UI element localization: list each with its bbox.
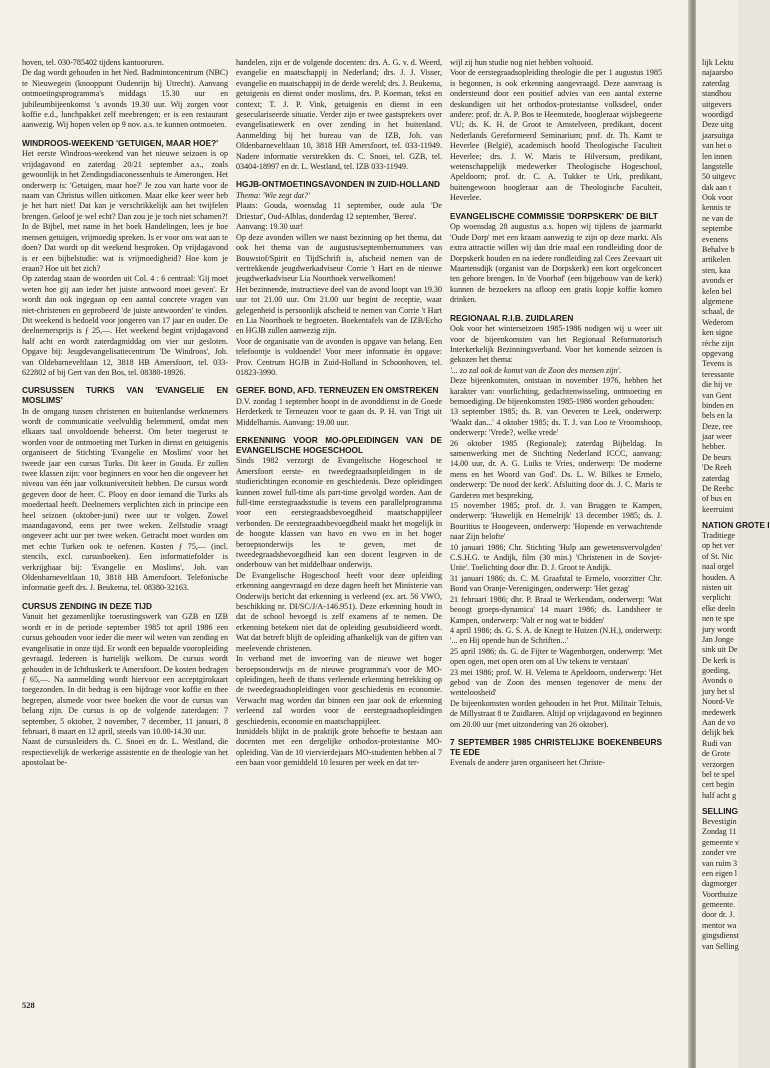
article-heading: ERKENNING VOOR MO-OPLEIDINGEN VAN DE EVANGELISCHE HOGESCHOOL — [236, 435, 442, 455]
article-paragraph: 31 januari 1986; ds. C. M. Graafstal te Ermelo, voorzitter Chr. Bond van Oranje-Verenigingen, onderwerp: 'Het gezag' — [450, 573, 662, 594]
fragment-line: 50 uitgevc — [702, 172, 736, 182]
fragment-line: nisten uit — [702, 582, 732, 592]
article-paragraph: '... zo zal ook de komst van de Zoon des mensen zijn'. — [450, 365, 622, 375]
fragment-line: Noord-Ve — [702, 697, 734, 707]
fragment-line: Avonds o — [702, 676, 733, 686]
article-paragraph: 23 mei 1986; prof. W. H. Velema te Apeldoorn, onderwerp: 'Het gebod van de Zoon des mensen tegenover de mens der wetteloosheid' — [450, 667, 662, 698]
fragment-line: Wederom — [702, 317, 734, 327]
fragment-line: jury wordt — [702, 624, 736, 634]
fragment-line: medewerk — [702, 707, 736, 717]
fragment-line: Ook voor — [702, 193, 733, 203]
fragment-line: gemeente. — [702, 900, 736, 910]
fragment-line: opgevang — [702, 348, 734, 358]
fragment-line: jaar weer — [702, 432, 732, 442]
article-paragraph: Inmiddels blijkt in de praktijk grote behoefte te bestaan aan docenten met een dergelijke orthodox-protestantse MO-opleiding. Van de 10 viervierdejaars MO-studenten hebben al 7 een baan voor gemiddeld 10 lesuren per week en dat ter- — [236, 726, 442, 768]
right-page-column — [702, 58, 770, 952]
fragment-line: De Reehc — [702, 484, 734, 494]
article-paragraph: De dag wordt gehouden in het Ned. Badmintoncentrum (NBC) te Nieuwegein (knooppunt Oudenrijn bij Utrecht). Aanvang ontmoetingsprogramma's middags 15.30 uur en jubileumbijeenkomst 's avonds 19.30 uur. Wij zorgen voor koffie e.d., lunchpakket zelf meebrengen; er is een restaurant aanwezig. Wij hopen velen op 9 nov. a.s. te kunnen ontmoeten. — [22, 68, 228, 130]
fragment-line: algemene — [702, 296, 734, 306]
fragment-line: zaterdag — [702, 473, 730, 483]
fragment-line: najaarsbo — [702, 68, 734, 78]
fragment-line: Deze uitg — [702, 120, 734, 130]
fragment-line: houden. A — [702, 572, 736, 582]
article-paragraph: Sinds 1982 verzorgt de Evangelische Hogeschool te Amersfoort eerste- en tweedegraadsopleidingen in de studierichtingen economie en geschiedenis. Deze opleidingen kunnen zowel full-time als part-time gevolgd worden. Aan de full-time eerstegraadsstudie is tevens een parallelprogramma voor een eerstegraadsbevoegdheid maatschappijleer verbonden. De eerstegraadsbevoegdheid maakt het mogelijk in de hoogste klassen van havo en vwo en in het hoger beroepsonderwijs les te geven, met de tweedegraadsbevoegdheid kan een docent lesgeven in de onderbouw van het middelbaar onderwijs. — [236, 456, 442, 570]
fragment-line: hebber. — [702, 442, 726, 452]
article-paragraph: Thema: 'Wie zegt dat?' — [236, 191, 310, 201]
fragment-line: schaal, de — [702, 307, 734, 317]
fragment-line: artikelen — [702, 255, 731, 265]
fragment-line: Zondag 11 — [702, 827, 737, 837]
fragment-line: van Selling — [702, 941, 739, 951]
article-heading: 7 SEPTEMBER 1985 CHRISTELIJKE BOEKENBEURS TE EDE — [450, 736, 662, 757]
fragment-line: jaarsuitga — [702, 130, 734, 140]
fragment-line: ken signe — [702, 328, 733, 338]
fragment-line: jury het sl — [702, 686, 735, 696]
fragment-line: een eigen l — [702, 868, 738, 878]
article-paragraph: handelen, zijn er de volgende docenten: drs. A. G. v. d. Weerd, evangelie en maatschappij in Nederland; drs. J. J. Visser, evangelie en maatschappij in de derde wereld; drs. J. Beukema, getuigenis en dienst onder moslims, drs. P. Koeman, tekst en context; T. J. P. Vink, getuigenis en dienst in een geseculariseerde situatie. Verder zijn er twee gastsprekers over evangelisatiewerk en over zending in het buitenland. Aanmelding bij het bureau van de IZB, Joh. van Oldenbarneveltlaan 10, 3818 HB Amersfoort, tel. 033-11949. Nadere informatie verstrekken ds. C. Snoei, tel. GZB, tel. 03404-18997 en dr. L. Westland, tel. IZB 033-11949. — [236, 58, 442, 172]
article-paragraph: Vanuit het gezamenlijke toerustingswerk van GZB en IZB wordt er in de periode september 1985 tot april 1986 een cursus gehouden voor ieder die meer wil weten van zending en evangelisatie in onze tijd. Er wordt een bepaalde vooropleiding gevraagd. Iedereen is hartelijk welkom. De cursus wordt gehouden in de Ichthuskerk te Amersfoort. De kosten bedragen ƒ 65,—. Na aanmelding wordt hiervoor een acceptgirokaart toegezonden. In dit bedrag is een bijdrage voor koffie en thee begrepen, alsmede voor twee boeken die voor de cursus van belang zijn. De cursus is op de volgende zaterdagen: 7 september, 5 oktober, 2 november, 7 december, 11 januari, 8 februari, 8 maart en 12 april, steeds van 10.00-14.30 uur. — [22, 612, 228, 736]
article-paragraph: Op deze avonden willen we naast bezinning op het thema, dat ook het thema van de augustus/septembernummers van Bouwstof/Spirit en TijdSchrift is, afscheid nemen van de vertrekkende jeugdwerkadviseur Corrie 't Hart en de nieuwe jeugdwerkadviseur Lia Noorthoek verwelkomen! — [236, 232, 442, 284]
fragment-line: len innen — [702, 151, 732, 161]
article-paragraph: In verband met de invoering van de nieuwe wet hoger beroepsonderwijs en de nieuwe programma's voor de MO-opleidingen, heeft de thans verleende erkenning betrekking op de tweedegraadsopleidingen voor geschiedenis en economie. Verwacht mag worden dat binnen een jaar ook de erkenning verleend zal worden voor de eerstegraadsopleidingen geschiedenis, economie en maatschappijleer. — [236, 654, 442, 726]
column-2 — [236, 58, 442, 769]
fragment-line: Traditiege — [702, 530, 735, 540]
fragment-line: naal orgel — [702, 562, 734, 572]
fragment-line: verplicht — [702, 593, 731, 603]
article-paragraph: In de omgang tussen christenen en buitenlandse werknemers wordt de communicatie veelvuldig belemmerd, omdat men elkaars taal onvoldoende beheerst. Om beter toegerust te worden voor de ontmoeting met Turken in dienst en getuigenis organiseert de Stichting 'Evangelie en Moslims' voor het tweede jaar een cursus Turks. Dit keer in Gouda. Er zullen twee klassen zijn: voor beginners en voor hen die ongeveer het niveau van één jaar volksuniversiteit hebben. De cursus wordt gegeven door de heer. C. Plooy en door iemand die Turks als moedertaal heeft. Deelnemers verplichten zich in principe een heel seizoen (oktober-juni) twee uur te volgen. Zowel maandagavond, eens per twee weken. Zelfstudie vraagt ongeveer acht uur per twee weken. Getracht moet worden om met echte Turken ook te oefenen. Kosten ƒ 75,— (incl. stencils, excl. cursusboeken). Een informatiefolder is verkrijgbaar bij: 'Evangelie en Moslims', Joh. van Oldenbarneveltlaan 10, 3818 HB Amersfoort. Telefonische informatie geeft drs. J. Beukema, tel. 08380-32163. — [22, 406, 228, 593]
fragment-line: mentor wa — [702, 920, 737, 930]
fragment-line: septembe — [702, 224, 733, 234]
fragment-line: kelen bel — [702, 286, 732, 296]
article-paragraph: Op zaterdag staan de woorden uit Col. 4 : 6 centraal: 'Gij moet weten hoe gij aan ieder het juiste antwoord moet geven'. Er wordt dan ook ingegaan op een aantal concrete vragen van niet-christenen en geprobeerd 'de juiste antwoorden' te vinden. Dit weekend is bedoeld voor jongeren van 17 jaar en ouder. De deelnemersprijs is ƒ 25,—. Het weekend begint vrijdagavond half acht en wordt zaterdagmiddag om vier uur gesloten. Opgave bij: Jeugdevangelisatiecentrum 'De Windroos', Joh. van Oldebarneveltlaan 12, 3818 HB Amersfoort, tel. 033-622802 of bij Gert van den Bos, tel. 08380-18926. — [22, 274, 228, 377]
article-paragraph: De Evangelische Hogeschool heeft voor deze opleiding erkenning aangevraagd en deze dagen heeft het Ministerie van Onderwijs bericht dat erkenning is verleend (ex. art. 56 VWO, beschikking nr. DI/SC/J/A-146.951). Deze erkenning houdt in dat de school bevoegd is zelf examens af te nemen. De erkenning betekent niet dat de opleiding gesubsidieerd wordt. Wat dat betreft blijft de opleiding afhankelijk van de giften van meelevende christenen. — [236, 570, 442, 653]
fragment-line: van ruim 3 — [702, 858, 738, 868]
fragment-line: sink uit De — [702, 645, 738, 655]
article-paragraph: hoven, tel. 030-785402 tijdens kantooruren. — [22, 58, 164, 67]
article-paragraph: Aanvang: 19.30 uur! — [236, 222, 304, 232]
article-paragraph: Plaats: Gouda, woensdag 11 september, oude aula 'De Driestar', Oud-Alblas, donderdag 12 september, 'Berea'. — [236, 201, 442, 221]
fragment-line: gemeente v — [702, 837, 740, 847]
article-heading: GEREF. BOND, AFD. TERNEUZEN EN OMSTREKEN — [236, 385, 439, 396]
article-paragraph: Evenals de andere jaren organiseert het Christe- — [450, 758, 605, 768]
article-paragraph: De bijeenkomsten worden gehouden in het Prot. Militair Tehuis, de Millystraat 8 te Zuidlaren. Altijd op vrijdagavond en beginnen om 20.00 uur (met uitzondering van 26 oktober). — [450, 698, 662, 729]
fragment-line: evenens — [702, 234, 729, 244]
fragment-line: cert begin — [702, 780, 735, 790]
fragment-line: elke deeln — [702, 603, 736, 613]
fragment-line: half acht g — [702, 790, 737, 800]
fragment-line: die hij ve — [702, 380, 733, 390]
fragment-line: Jan Jonge — [702, 634, 734, 644]
article-paragraph: 10 januari 1986; Chr. Stichting 'Hulp aan gewetensvervolgden' C.S.H.G. te Andijk, film (30 min.) 'Christenen in de Sovjet-Unie'. Toelichting door dhr. D. J. Groot te Andijk. — [450, 542, 662, 573]
column-3 — [450, 58, 662, 769]
fragment-heading: SELLING — [702, 806, 738, 817]
fragment-line: bels en la — [702, 411, 733, 421]
article-paragraph: Het bezinnende, instructieve deel van de avond loopt van 19.30 uur tot 21.00 uur. Om 21.00 uur begint de receptie, waar gelegenheid is persoonlijk afscheid te nemen van Corrie 't Hart en Lia Noorthoek te begroeten. Boekentafels van de IZB/Echo en HGJB zullen aanwezig zijn. — [236, 284, 442, 336]
fragment-line: Tevens is — [702, 359, 733, 369]
fragment-line: of St. Nic — [702, 551, 734, 561]
fragment-line: zaterdag — [702, 78, 730, 88]
fragment-line: teressante — [702, 369, 734, 379]
fragment-line: Rudi van — [702, 738, 732, 748]
fragment-line: 'De Reeh — [702, 463, 732, 473]
page-number: 528 — [22, 1000, 35, 1010]
fragment-line: nen te spe — [702, 614, 735, 624]
article-paragraph: Voor de eerstegraadsopleiding theologie die per 1 augustus 1985 is begonnen, is ook erkenning aangevraagd. Deze aanvraag is ondersteund door een positief advies van een aantal externe deskundigen uit het orthodox-protestantse volksdeel, onder andere: prof. dr. A. P. Bos te Heemstede, hoogleraar wijsbegeerte VU; ds. K. H. de Groot te Amstelveen, predikant, docent Nederlands Gereformeerd Seminarium; prof. dr. Th. Kamt te Heverlee (België), academisch hoofd Theologische Faculteit Heverlee; drs. J. W. Maris te Hilversum, predikant, wetenschappelijk medewerker Theologische Hogeschool, Apeldoorn; prof. dr. C. A. Tukker te Urk, predikant, buitengewoon hoogleraar aan de Theologische Faculteit, Heverlee. — [450, 68, 662, 203]
article-heading: CURSUS ZENDING IN DEZE TIJD — [22, 600, 152, 611]
article-paragraph: 26 oktober 1985 (Regionale); zaterdag Bijbeldag. In samenwerking met de Stichting Nederland ICCC, aanvang: 14.00 uur, dr. A. G. Luiks te Vries, onderwerp: 'De moderne mens en het Woord van God'. Ds. L. W. Bilkes te Ermelo, onderwerp: 'De nood der kerk'. Afsluiting door ds. J. C. Maris te Garderen met bespreking. — [450, 438, 662, 500]
fragment-line: Behalve b — [702, 245, 735, 255]
fragment-line: uitgevers — [702, 99, 732, 109]
fragment-line: Deze, ree — [702, 421, 733, 431]
fragment-line: Voorthuize — [702, 889, 738, 899]
article-paragraph: wijl zij hun studie nog niet hebben voltooid. — [450, 58, 593, 67]
fragment-line: binden en — [702, 400, 734, 410]
fragment-line: delijk bek — [702, 728, 735, 738]
article-paragraph: 21 februari 1986; dhr. P. Braal te Werkendam, onderwerp: 'Wat beoogt groeps-dynamica' 14 maart 1986; ds. Landsheer te Kampen, onderwerp: 'Valt er nog wat te bidden' — [450, 594, 662, 625]
article-paragraph: Het eerste Windroos-weekend van het nieuwe seizoen is op vrijdagavond en zaterdag 20/21 september a.s., zoals gewoonlijk in het Zendingsdiaconessenhuis te Amerongen. Het onderwerp is: 'Getuigen, maar hoe?' Je zou van harte voor de naam van Christus willen uitkomen. Maar elke keer weer heb je het hart niet! Dat kan je verschrikkelijk aan het twijfelen brengen. Geloof je wel echt? Dan zou je je toch niet schamen?! In de Bijbel, met name in het boek Handelingen, lees je hoe mensen getuigen, vrijmoedig spreken. Is er voor ons wat aan te doen? Dat wordt op dit weekend besproken. Op vrijdagavond is er een bijbelstudie: wat is vrijmoedigheid? Hoe kom je eraan? Hoe uit het zich? — [22, 149, 228, 273]
fragment-line: rèche zijn — [702, 338, 734, 348]
fragment-line: ne van de — [702, 213, 734, 223]
fragment-line: de Grote — [702, 749, 731, 759]
fragment-line: langstelle — [702, 161, 734, 171]
article-paragraph: 15 november 1985; prof. dr. J. van Bruggen te Kampen, onderwerp: 'Huwelijk en Hemelrijk' 13 december 1985; ds. J. Bouritius te Hoogeveen, onderwerp: 'Hopende en verwachtende naar Zijn belofte' — [450, 501, 662, 542]
fragment-line: dak aan t — [702, 182, 732, 192]
fragment-line: Aan de vo — [702, 718, 736, 728]
article-paragraph: 25 april 1986; ds. G. de Fijter te Wagenborgen, onderwerp: 'Met open ogen, met open oren om al Uw tekens te verstaan' — [450, 646, 662, 667]
fragment-line: avonds er — [702, 276, 734, 286]
fragment-line: van het o — [702, 141, 732, 151]
fragment-line: of bus en — [702, 494, 732, 504]
fragment-line: lijk Lektu — [702, 58, 734, 67]
fragment-line: dagmorger — [702, 879, 737, 889]
article-paragraph: D.V. zondag 1 september hoopt in de avonddienst in de Goede Herderkerk te Terneuzen voor te gaan ds. P. H. van Trigt uit Middelharnis. Aanvang: 19.00 uur. — [236, 396, 442, 427]
article-heading: REGIONAAL R.I.B. ZUIDLAREN — [450, 312, 574, 323]
article-paragraph: Op woensdag 28 augustus a.s. hopen wij tijdens de jaarmarkt 'Oude Dorp' met een kraam aanwezig te zijn op deze markt. Als extra attractie willen wij dan drie maal een rondleiding door de Dorpskerk houden en na iedere rondleiding zal Cees Zeevaart uit Maartensdijk (organist van de Dorpskerk) een kort orgelconcert ten gehore brengen. In 'de Voorhof' (een bijgebouw van de kerk) kunnen de bezoekers na afloop een gratis kopje koffie komen drinken. — [450, 222, 662, 305]
article-paragraph: 13 september 1985; ds. B. van Oeveren te Leek, onderwerp: 'Waakt dan...' 4 oktober 1985; ds. T. J. van Loo te Vroomshoop, onderwerp: 'Vrede?, welke vrede' — [450, 407, 662, 438]
fragment-line: bel te spel — [702, 769, 735, 779]
article-paragraph: Ook voor het winterseizoen 1985-1986 nodigen wij u weer uit voor de bijeenkomsten van het Regionaal Reformatorisch Interkerkelijk Bezinningsverband. Voor het komende seizoen is gekozen het thema: — [450, 324, 662, 365]
fragment-line: keerruimt — [702, 504, 734, 514]
article-paragraph: Voor de organisatie van de avonden is opgave van belang. Een telefoontje is voldoende! Voor meer informatie èn opgave: Prov. Centrum HGJB in Zuid-Holland in Schoonhoven, tel. 01823-3990. — [236, 336, 442, 377]
article-paragraph: Deze bijeenkomsten, ontstaan in november 1976, hebben het karakter van: voorlichting, gedachtenwisseling, ontmoeting en bemoediging. De bijeenkomsten 1985-1986 worden gehouden: — [450, 376, 662, 406]
article-heading: WINDROOS-WEEKEND 'GETUIGEN, MAAR HOE?' — [22, 137, 219, 148]
fragment-line: kennis te — [702, 203, 731, 213]
fragment-line: Bevestigin — [702, 816, 737, 826]
fragment-line: sten, kaa — [702, 265, 731, 275]
article-paragraph: Naast de cursusleiders ds. C. Snoei en dr. L. Westland, die respectievelijk de werkerige assistentie en de theologie van het apostolaat be- — [22, 737, 228, 768]
fragment-line: De kerk is — [702, 655, 736, 665]
fragment-line: standhou — [702, 89, 732, 99]
article-heading: HGJB-ONTMOETINGSAVONDEN IN ZUID-HOLLAND — [236, 179, 441, 190]
fragment-line: door dr. J. — [702, 910, 735, 920]
fragment-line: gingsdienst — [702, 931, 739, 941]
fragment-heading: NATION GROTE I — [702, 520, 770, 531]
article-heading: EVANGELISCHE COMMISSIE 'DORPSKERK' DE BILT — [450, 210, 658, 221]
fragment-line: zonder vre — [702, 848, 737, 858]
fragment-line: van Gent — [702, 390, 732, 400]
article-paragraph: 4 april 1986; ds. G. S. A. de Knegt te Huizen (N.H.), onderwerp: '... en Hij opende hun de Schriften...' — [450, 625, 662, 646]
right-page-fragment — [696, 0, 770, 1068]
fragment-line: woordigd — [702, 109, 734, 119]
fragment-line: verzorgen — [702, 759, 735, 769]
column-1 — [22, 58, 228, 769]
fragment-line: goeding, — [702, 666, 731, 676]
fragment-line: De beurs — [702, 452, 731, 462]
fragment-line: op het ver — [702, 541, 735, 551]
article-heading: CURSUSSEN TURKS VAN 'EVANGELIE EN MOSLIMS' — [22, 385, 228, 405]
